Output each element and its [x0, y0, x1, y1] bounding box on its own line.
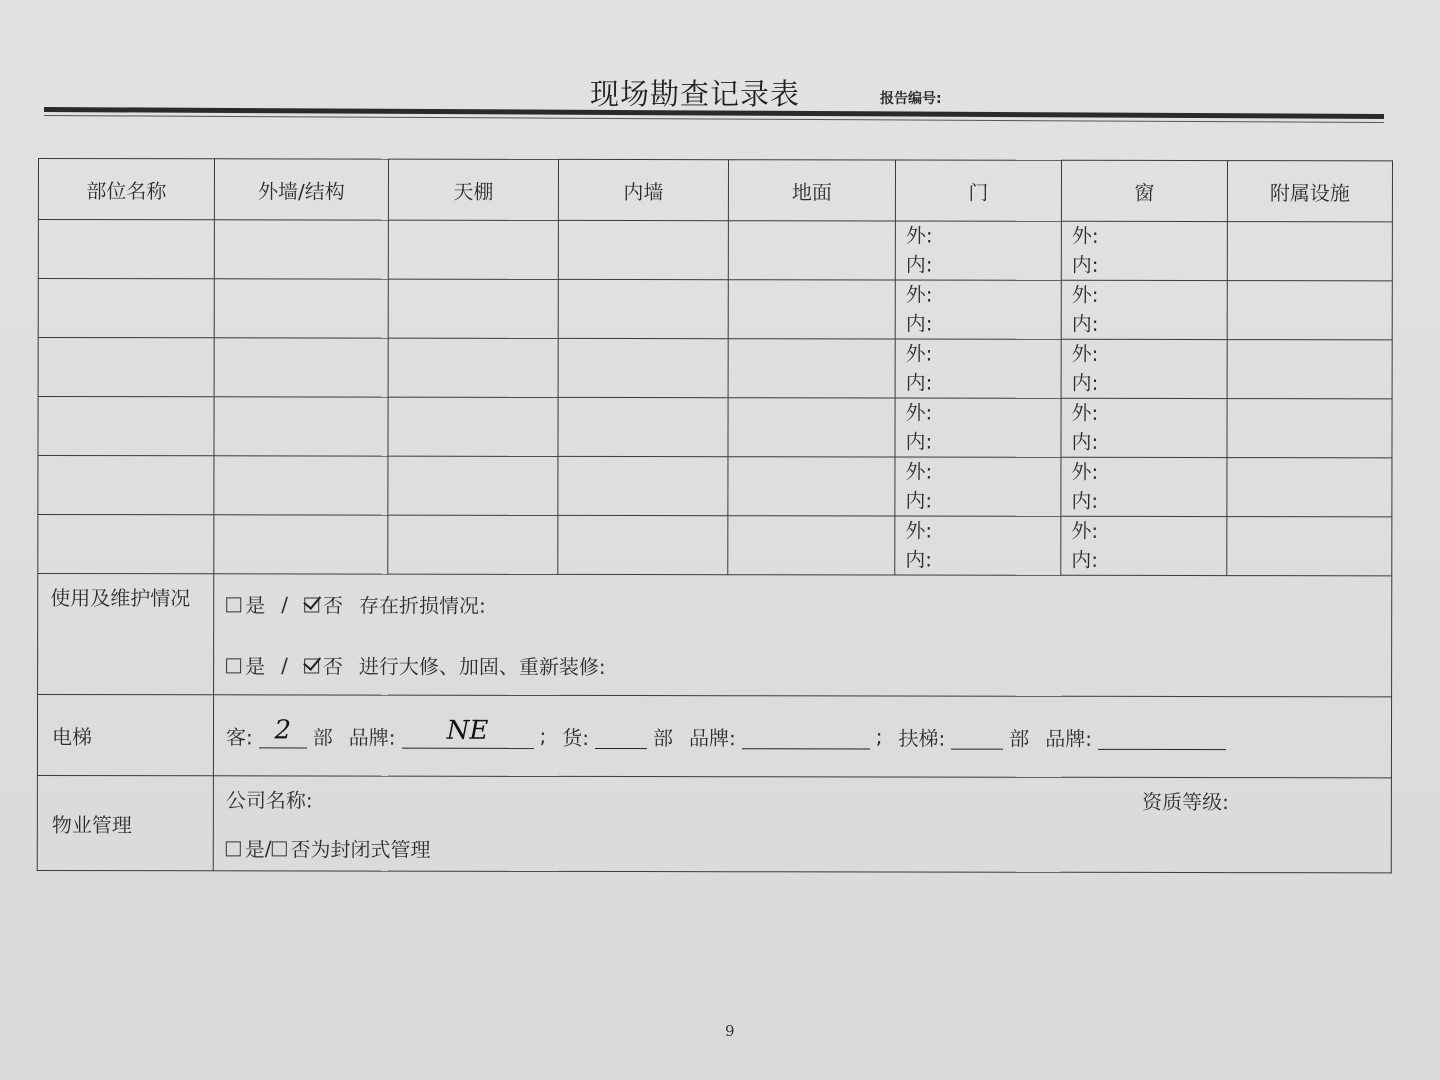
- checkbox-yes[interactable]: [226, 658, 241, 673]
- cell-facilities[interactable]: [1227, 281, 1392, 340]
- outer-label: 外:: [905, 341, 933, 366]
- header-exterior-wall: 外墙/结构: [214, 159, 388, 220]
- table-row: [38, 515, 1392, 576]
- cell-part-name[interactable]: [38, 515, 214, 574]
- freight-count-field[interactable]: [595, 723, 647, 748]
- checkbox-no[interactable]: [304, 658, 319, 673]
- unit-label: 部: [652, 725, 674, 750]
- table-header-row: [38, 159, 1392, 222]
- cell-facilities[interactable]: [1227, 517, 1392, 576]
- escalator-label: 扶梯:: [898, 726, 946, 751]
- passenger-label: 客:: [225, 724, 253, 749]
- separator: ;: [539, 723, 547, 748]
- damage-text: 存在折损情况:: [358, 593, 486, 618]
- elevator-line: [225, 714, 1379, 752]
- page-title: 现场勘查记录表: [590, 77, 801, 111]
- cell-interior-wall[interactable]: [558, 338, 728, 397]
- inner-label: 内:: [905, 311, 933, 336]
- cell-window[interactable]: [1061, 516, 1227, 575]
- qualification-label: 资质等级:: [1142, 789, 1229, 815]
- elevator-row: [37, 695, 1391, 778]
- header-door: 门: [895, 160, 1061, 221]
- outer-label: 外:: [1071, 459, 1099, 484]
- cell-ceiling[interactable]: [388, 397, 558, 456]
- cell-exterior-wall[interactable]: [214, 338, 388, 397]
- cell-exterior-wall[interactable]: [214, 456, 388, 515]
- cell-door[interactable]: [895, 457, 1061, 516]
- cell-door[interactable]: [895, 339, 1061, 398]
- inner-label: 内:: [905, 547, 933, 572]
- passenger-brand-value: NE: [446, 715, 489, 746]
- company-name-label: 公司名称:: [225, 788, 313, 813]
- no-label: 否: [322, 593, 343, 618]
- outer-label: 外:: [905, 223, 933, 248]
- unit-label: 部: [312, 724, 333, 750]
- cell-part-name[interactable]: [38, 397, 214, 456]
- outer-label: 外:: [905, 282, 933, 307]
- table-row: [38, 220, 1392, 281]
- unit-label: 部: [1009, 726, 1030, 751]
- cell-floor[interactable]: [728, 280, 895, 339]
- header-floor: 地面: [728, 160, 895, 221]
- cell-floor[interactable]: [728, 398, 895, 457]
- cell-window[interactable]: [1061, 398, 1227, 457]
- freight-label: 货:: [562, 725, 590, 750]
- cell-exterior-wall[interactable]: [214, 397, 388, 456]
- slash: /: [281, 591, 288, 616]
- cell-interior-wall[interactable]: [558, 397, 728, 456]
- inspection-table: [37, 158, 1393, 873]
- cell-facilities[interactable]: [1227, 458, 1392, 517]
- cell-ceiling[interactable]: [388, 515, 558, 574]
- outer-label: 外:: [1071, 400, 1099, 425]
- renovation-text: 进行大修、加固、重新装修:: [358, 654, 606, 679]
- property-label: 物业管理: [37, 775, 213, 870]
- inner-label: 内:: [1071, 370, 1099, 395]
- outer-label: 外:: [1071, 223, 1099, 248]
- outer-label: 外:: [905, 400, 933, 425]
- table-row: [38, 456, 1392, 517]
- cell-exterior-wall[interactable]: [214, 515, 388, 574]
- property-row: [37, 775, 1391, 872]
- cell-interior-wall[interactable]: [558, 515, 728, 574]
- outer-label: 外:: [1071, 341, 1099, 366]
- cell-part-name[interactable]: [38, 279, 214, 338]
- usage-row: [38, 574, 1392, 697]
- inner-label: 内:: [1071, 488, 1099, 513]
- cell-door[interactable]: [895, 280, 1061, 339]
- closed-management-label: 否为封闭式管理: [290, 837, 431, 862]
- header-facilities: 附属设施: [1227, 161, 1392, 222]
- cell-part-name[interactable]: [38, 456, 214, 515]
- yes-label: 是: [244, 837, 265, 862]
- inner-label: 内:: [1071, 311, 1099, 336]
- no-label: 否: [322, 654, 343, 679]
- inner-label: 内:: [1071, 547, 1099, 572]
- cell-window[interactable]: [1061, 221, 1227, 280]
- header-ceiling: 天棚: [388, 159, 558, 220]
- escalator-brand-field[interactable]: [1098, 724, 1226, 749]
- header-part-name: 部位名称: [38, 159, 214, 220]
- cell-door[interactable]: [895, 398, 1061, 457]
- property-line-closed: [226, 833, 1379, 864]
- cell-ceiling[interactable]: [388, 220, 558, 279]
- usage-line-renovation: [226, 650, 1379, 681]
- usage-label: 使用及维护情况: [38, 574, 214, 695]
- report-number-label: 报告编号:: [880, 91, 942, 107]
- inner-label: 内:: [905, 370, 933, 395]
- brand-label: 品牌:: [1045, 726, 1093, 751]
- cell-part-name[interactable]: [38, 220, 214, 279]
- checkbox-no[interactable]: [272, 841, 287, 856]
- inner-label: 内:: [905, 429, 933, 454]
- slash: /: [281, 652, 288, 677]
- cell-floor[interactable]: [728, 339, 895, 398]
- passenger-count-field[interactable]: [259, 714, 307, 748]
- outer-label: 外:: [905, 518, 933, 543]
- outer-label: 外:: [905, 459, 933, 484]
- escalator-count-field[interactable]: [951, 724, 1003, 749]
- passenger-count-value: 2: [274, 714, 292, 745]
- cell-interior-wall[interactable]: [558, 279, 728, 338]
- inner-label: 内:: [1071, 429, 1099, 454]
- cell-window[interactable]: [1061, 457, 1227, 516]
- table-row: [38, 279, 1392, 340]
- checkbox-yes[interactable]: [226, 841, 241, 856]
- table-row: [38, 397, 1392, 458]
- cell-exterior-wall[interactable]: [214, 279, 388, 338]
- cell-facilities[interactable]: [1227, 222, 1392, 281]
- slash: /: [264, 835, 272, 860]
- yes-label: 是: [245, 654, 266, 679]
- property-content: [213, 776, 1391, 873]
- elevator-label: 电梯: [37, 695, 213, 776]
- cell-ceiling[interactable]: [388, 456, 558, 515]
- property-line-company: [226, 784, 1379, 815]
- outer-label: 外:: [1071, 282, 1099, 307]
- cell-window[interactable]: [1061, 280, 1227, 339]
- header-window: 窗: [1061, 160, 1227, 221]
- yes-label: 是: [245, 593, 266, 618]
- usage-line-damage: [226, 589, 1379, 620]
- cell-ceiling[interactable]: [388, 338, 558, 397]
- elevator-content: [213, 695, 1391, 778]
- separator: ;: [875, 724, 883, 749]
- cell-interior-wall[interactable]: [558, 456, 728, 515]
- checkbox-yes[interactable]: [226, 597, 241, 612]
- inner-label: 内:: [1071, 252, 1099, 277]
- inner-label: 内:: [905, 252, 933, 277]
- cell-part-name[interactable]: [38, 338, 214, 397]
- cell-window[interactable]: [1061, 339, 1227, 398]
- cell-exterior-wall[interactable]: [214, 220, 388, 279]
- cell-facilities[interactable]: [1227, 340, 1392, 399]
- cell-door[interactable]: [895, 516, 1061, 575]
- header-interior-wall: 内墙: [558, 159, 728, 220]
- brand-label: 品牌:: [688, 725, 736, 750]
- cell-door[interactable]: [895, 221, 1061, 280]
- outer-label: 外:: [1071, 518, 1099, 543]
- table-row: [38, 338, 1392, 399]
- cell-interior-wall[interactable]: [558, 220, 728, 279]
- cell-floor[interactable]: [728, 457, 895, 516]
- passenger-brand-field[interactable]: [401, 715, 533, 748]
- freight-brand-field[interactable]: [742, 724, 870, 749]
- checkbox-no[interactable]: [304, 597, 319, 612]
- cell-facilities[interactable]: [1227, 399, 1392, 458]
- cell-floor[interactable]: [728, 516, 895, 575]
- inner-label: 内:: [905, 488, 933, 513]
- page-number: 9: [725, 1022, 735, 1040]
- cell-ceiling[interactable]: [388, 279, 558, 338]
- brand-label: 品牌:: [348, 725, 396, 750]
- usage-content: [214, 574, 1392, 697]
- cell-floor[interactable]: [728, 221, 895, 280]
